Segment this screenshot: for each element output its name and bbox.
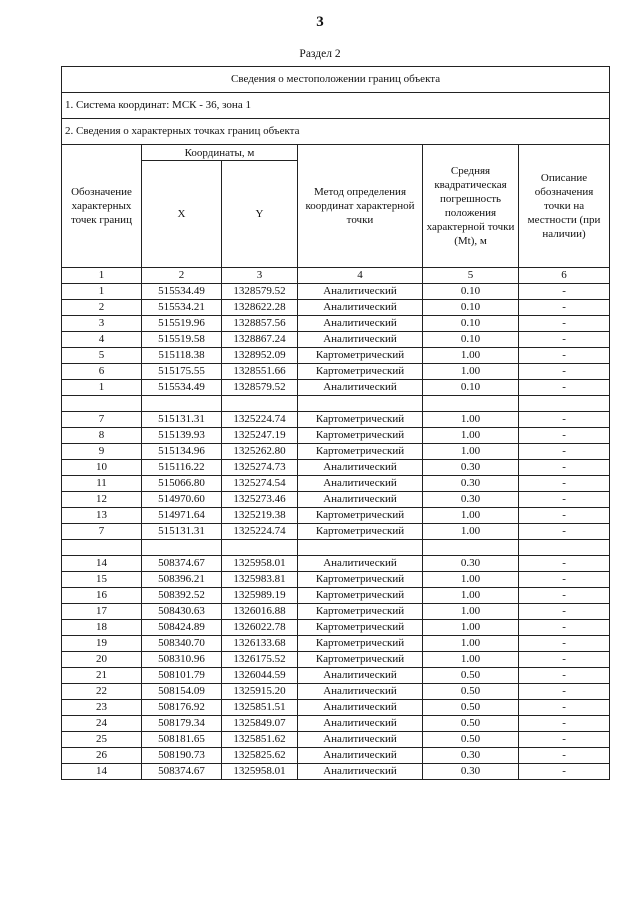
point-id-cell: 7: [62, 412, 142, 428]
method-cell: Аналитический: [298, 316, 423, 332]
x-coord-cell: 515175.55: [142, 364, 222, 380]
point-id-cell: 1: [62, 380, 142, 396]
x-coord-cell: 515519.96: [142, 316, 222, 332]
error-cell: 1.00: [423, 444, 519, 460]
x-coord-cell: 508374.67: [142, 556, 222, 572]
empty-cell: [519, 396, 610, 412]
y-coord-cell: 1328952.09: [222, 348, 298, 364]
method-cell: Картометрический: [298, 428, 423, 444]
table-row: [62, 572, 610, 588]
method-cell: Картометрический: [298, 524, 423, 540]
x-coord-cell: 515534.49: [142, 380, 222, 396]
description-cell: -: [519, 524, 610, 540]
method-cell: Картометрический: [298, 620, 423, 636]
description-cell: -: [519, 380, 610, 396]
point-id-cell: 24: [62, 716, 142, 732]
method-cell: Аналитический: [298, 556, 423, 572]
table-row: [62, 716, 610, 732]
separator-row: [62, 396, 610, 412]
description-cell: -: [519, 572, 610, 588]
error-cell: 0.30: [423, 764, 519, 780]
method-cell: Аналитический: [298, 668, 423, 684]
page-number: 3: [316, 14, 324, 30]
method-cell: Аналитический: [298, 332, 423, 348]
description-cell: -: [519, 748, 610, 764]
error-cell: 1.00: [423, 524, 519, 540]
x-coord-cell: 508424.89: [142, 620, 222, 636]
header-error: Средняя квадратическая погрешность положения характерной точки (Mt), м: [423, 145, 519, 268]
y-coord-cell: 1325989.19: [222, 588, 298, 604]
table-row: [62, 412, 610, 428]
method-cell: Аналитический: [298, 300, 423, 316]
error-cell: 0.30: [423, 460, 519, 476]
header-x: X: [142, 161, 222, 268]
error-cell: 0.30: [423, 492, 519, 508]
method-cell: Аналитический: [298, 684, 423, 700]
table-row: [62, 460, 610, 476]
x-coord-cell: 508179.34: [142, 716, 222, 732]
y-coord-cell: 1325851.62: [222, 732, 298, 748]
error-cell: 1.00: [423, 348, 519, 364]
empty-cell: [298, 396, 423, 412]
header-y: Y: [222, 161, 298, 268]
table-row: [62, 684, 610, 700]
y-coord-cell: 1325825.62: [222, 748, 298, 764]
method-cell: Картометрический: [298, 508, 423, 524]
point-id-cell: 13: [62, 508, 142, 524]
method-cell: Аналитический: [298, 716, 423, 732]
x-coord-cell: 515116.22: [142, 460, 222, 476]
point-id-cell: 7: [62, 524, 142, 540]
point-id-cell: 23: [62, 700, 142, 716]
table-row: [62, 284, 610, 300]
table-row: [62, 428, 610, 444]
table-row: [62, 604, 610, 620]
table-body: [62, 284, 610, 780]
empty-cell: [142, 540, 222, 556]
y-coord-cell: 1326044.59: [222, 668, 298, 684]
method-cell: Картометрический: [298, 572, 423, 588]
point-id-cell: 25: [62, 732, 142, 748]
table-row: [62, 348, 610, 364]
y-coord-cell: 1325274.54: [222, 476, 298, 492]
column-number: 1: [62, 268, 142, 284]
error-cell: 0.50: [423, 716, 519, 732]
table-row: [62, 332, 610, 348]
table-row: [62, 380, 610, 396]
x-coord-cell: 508190.73: [142, 748, 222, 764]
x-coord-cell: 515131.31: [142, 412, 222, 428]
error-cell: 0.50: [423, 684, 519, 700]
description-cell: -: [519, 716, 610, 732]
description-cell: -: [519, 620, 610, 636]
error-cell: 1.00: [423, 364, 519, 380]
y-coord-cell: 1325224.74: [222, 412, 298, 428]
description-cell: -: [519, 460, 610, 476]
description-cell: -: [519, 316, 610, 332]
x-coord-cell: 515066.80: [142, 476, 222, 492]
description-cell: -: [519, 652, 610, 668]
table-row: [62, 732, 610, 748]
error-cell: 0.10: [423, 332, 519, 348]
table-row: [62, 316, 610, 332]
error-cell: 1.00: [423, 588, 519, 604]
description-cell: -: [519, 604, 610, 620]
point-id-cell: 11: [62, 476, 142, 492]
table-row: [62, 588, 610, 604]
method-cell: Аналитический: [298, 492, 423, 508]
header-coords: Координаты, м: [142, 145, 298, 161]
description-cell: -: [519, 412, 610, 428]
description-cell: -: [519, 764, 610, 780]
method-cell: Картометрический: [298, 588, 423, 604]
description-cell: -: [519, 332, 610, 348]
error-cell: 0.30: [423, 556, 519, 572]
point-id-cell: 10: [62, 460, 142, 476]
table-row: [62, 668, 610, 684]
method-cell: Аналитический: [298, 460, 423, 476]
y-coord-cell: 1326022.78: [222, 620, 298, 636]
table-row: [62, 652, 610, 668]
x-coord-cell: 515519.58: [142, 332, 222, 348]
y-coord-cell: 1328551.66: [222, 364, 298, 380]
x-coord-cell: 515534.21: [142, 300, 222, 316]
y-coord-cell: 1328622.28: [222, 300, 298, 316]
description-cell: -: [519, 364, 610, 380]
x-coord-cell: 508340.70: [142, 636, 222, 652]
column-number: 2: [142, 268, 222, 284]
point-id-cell: 9: [62, 444, 142, 460]
empty-cell: [423, 540, 519, 556]
error-cell: 0.50: [423, 668, 519, 684]
point-id-cell: 4: [62, 332, 142, 348]
description-cell: -: [519, 700, 610, 716]
y-coord-cell: 1325983.81: [222, 572, 298, 588]
error-cell: 1.00: [423, 636, 519, 652]
error-cell: 0.30: [423, 748, 519, 764]
table-row: [62, 444, 610, 460]
empty-cell: [62, 396, 142, 412]
error-cell: 1.00: [423, 604, 519, 620]
x-coord-cell: 508181.65: [142, 732, 222, 748]
description-cell: -: [519, 636, 610, 652]
point-id-cell: 21: [62, 668, 142, 684]
x-coord-cell: 508154.09: [142, 684, 222, 700]
error-cell: 0.10: [423, 316, 519, 332]
table-row: [62, 300, 610, 316]
description-cell: -: [519, 444, 610, 460]
point-id-cell: 1: [62, 284, 142, 300]
method-cell: Картометрический: [298, 364, 423, 380]
error-cell: 0.10: [423, 284, 519, 300]
coord-system: 1. Система координат: МСК - 36, зона 1: [62, 93, 610, 119]
description-cell: -: [519, 684, 610, 700]
y-coord-cell: 1325958.01: [222, 764, 298, 780]
table-row: [62, 524, 610, 540]
error-cell: 0.10: [423, 300, 519, 316]
y-coord-cell: 1326016.88: [222, 604, 298, 620]
error-cell: 1.00: [423, 620, 519, 636]
empty-cell: [222, 540, 298, 556]
method-cell: Аналитический: [298, 700, 423, 716]
y-coord-cell: 1325958.01: [222, 556, 298, 572]
table-row: [62, 508, 610, 524]
column-number: 6: [519, 268, 610, 284]
x-coord-cell: 515131.31: [142, 524, 222, 540]
table-row: [62, 764, 610, 780]
header-point: Обозначение характерных точек границ: [62, 145, 142, 268]
point-id-cell: 26: [62, 748, 142, 764]
point-id-cell: 6: [62, 364, 142, 380]
x-coord-cell: 515118.38: [142, 348, 222, 364]
method-cell: Аналитический: [298, 380, 423, 396]
y-coord-cell: 1325224.74: [222, 524, 298, 540]
table-row: [62, 620, 610, 636]
table-row: [62, 636, 610, 652]
empty-cell: [519, 540, 610, 556]
method-cell: Аналитический: [298, 732, 423, 748]
table-row: [62, 556, 610, 572]
error-cell: 0.10: [423, 380, 519, 396]
y-coord-cell: 1326175.52: [222, 652, 298, 668]
description-cell: -: [519, 492, 610, 508]
table-row: [62, 364, 610, 380]
error-cell: 1.00: [423, 652, 519, 668]
x-coord-cell: 514971.64: [142, 508, 222, 524]
error-cell: 1.00: [423, 572, 519, 588]
table-row: [62, 700, 610, 716]
table-row: [62, 748, 610, 764]
table-title: Сведения о местоположении границ объекта: [62, 67, 610, 93]
y-coord-cell: 1326133.68: [222, 636, 298, 652]
method-cell: Аналитический: [298, 748, 423, 764]
x-coord-cell: 508392.52: [142, 588, 222, 604]
table-row: [62, 476, 610, 492]
y-coord-cell: 1325851.51: [222, 700, 298, 716]
y-coord-cell: 1325262.80: [222, 444, 298, 460]
point-id-cell: 3: [62, 316, 142, 332]
point-id-cell: 16: [62, 588, 142, 604]
error-cell: 0.50: [423, 732, 519, 748]
description-cell: -: [519, 428, 610, 444]
point-id-cell: 22: [62, 684, 142, 700]
x-coord-cell: 508396.21: [142, 572, 222, 588]
error-cell: 1.00: [423, 428, 519, 444]
point-id-cell: 15: [62, 572, 142, 588]
y-coord-cell: 1325219.38: [222, 508, 298, 524]
x-coord-cell: 508176.92: [142, 700, 222, 716]
description-cell: -: [519, 476, 610, 492]
separator-row: [62, 540, 610, 556]
method-cell: Аналитический: [298, 284, 423, 300]
error-cell: 0.30: [423, 476, 519, 492]
description-cell: -: [519, 508, 610, 524]
boundary-table: [61, 66, 610, 780]
x-coord-cell: 508430.63: [142, 604, 222, 620]
y-coord-cell: 1325849.07: [222, 716, 298, 732]
x-coord-cell: 514970.60: [142, 492, 222, 508]
point-id-cell: 8: [62, 428, 142, 444]
x-coord-cell: 515534.49: [142, 284, 222, 300]
empty-cell: [423, 396, 519, 412]
point-id-cell: 12: [62, 492, 142, 508]
header-method: Метод определения координат характерной точки: [298, 145, 423, 268]
column-number: 3: [222, 268, 298, 284]
x-coord-cell: 508374.67: [142, 764, 222, 780]
method-cell: Картометрический: [298, 444, 423, 460]
table-row: [62, 492, 610, 508]
description-cell: -: [519, 556, 610, 572]
empty-cell: [298, 540, 423, 556]
y-coord-cell: 1325247.19: [222, 428, 298, 444]
x-coord-cell: 508310.96: [142, 652, 222, 668]
description-cell: -: [519, 668, 610, 684]
error-cell: 1.00: [423, 508, 519, 524]
point-id-cell: 18: [62, 620, 142, 636]
y-coord-cell: 1325274.73: [222, 460, 298, 476]
point-id-cell: 2: [62, 300, 142, 316]
method-cell: Картометрический: [298, 652, 423, 668]
point-id-cell: 17: [62, 604, 142, 620]
method-cell: Картометрический: [298, 604, 423, 620]
method-cell: Картометрический: [298, 412, 423, 428]
x-coord-cell: 508101.79: [142, 668, 222, 684]
column-number: 5: [423, 268, 519, 284]
point-id-cell: 5: [62, 348, 142, 364]
x-coord-cell: 515134.96: [142, 444, 222, 460]
method-cell: Аналитический: [298, 476, 423, 492]
description-cell: -: [519, 588, 610, 604]
y-coord-cell: 1328857.56: [222, 316, 298, 332]
y-coord-cell: 1328579.52: [222, 284, 298, 300]
y-coord-cell: 1325273.46: [222, 492, 298, 508]
empty-cell: [62, 540, 142, 556]
section-title: Раздел 2: [299, 48, 341, 60]
method-cell: Картометрический: [298, 348, 423, 364]
point-id-cell: 14: [62, 556, 142, 572]
method-cell: Картометрический: [298, 636, 423, 652]
error-cell: 1.00: [423, 412, 519, 428]
point-id-cell: 14: [62, 764, 142, 780]
point-id-cell: 20: [62, 652, 142, 668]
points-title: 2. Сведения о характерных точках границ объекта: [62, 119, 610, 145]
description-cell: -: [519, 348, 610, 364]
description-cell: -: [519, 732, 610, 748]
method-cell: Аналитический: [298, 764, 423, 780]
empty-cell: [142, 396, 222, 412]
point-id-cell: 19: [62, 636, 142, 652]
y-coord-cell: 1328579.52: [222, 380, 298, 396]
header-description: Описание обозначения точки на местности (при наличии): [519, 145, 610, 268]
column-number: 4: [298, 268, 423, 284]
y-coord-cell: 1325915.20: [222, 684, 298, 700]
x-coord-cell: 515139.93: [142, 428, 222, 444]
error-cell: 0.50: [423, 700, 519, 716]
description-cell: -: [519, 300, 610, 316]
empty-cell: [222, 396, 298, 412]
description-cell: -: [519, 284, 610, 300]
column-numbers-row: [62, 268, 610, 284]
y-coord-cell: 1328867.24: [222, 332, 298, 348]
